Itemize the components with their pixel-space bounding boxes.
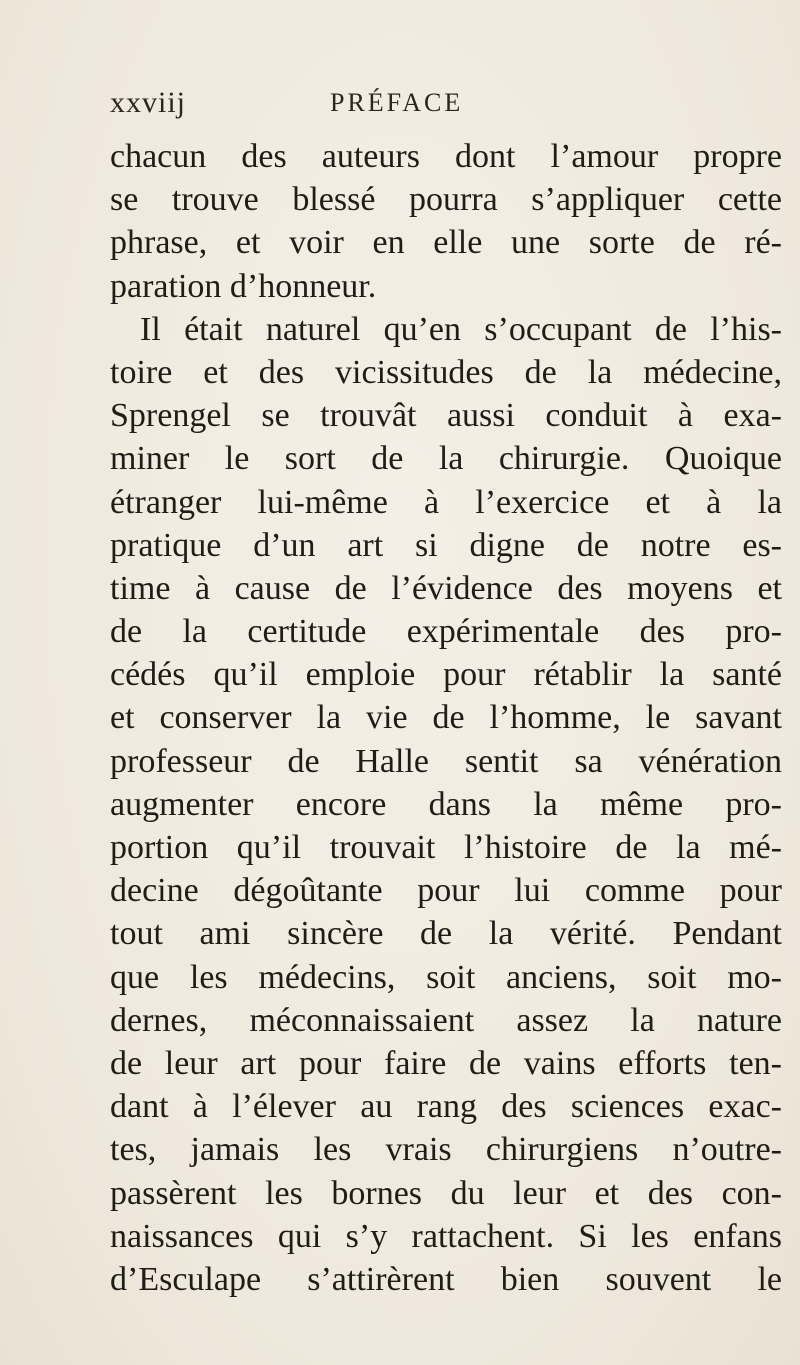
text-line: augmenter encore dans la même pro- [110, 785, 782, 823]
text-line: d’Esculape s’attirèrent bien souvent le [110, 1260, 782, 1298]
text-line: passèrent les bornes du leur et des con- [110, 1174, 782, 1212]
text-line: professeur de Halle sentit sa vénération [110, 742, 782, 780]
text-line: tes, jamais les vrais chirurgiens n’outre- [110, 1131, 782, 1169]
text-line: miner le sort de la chirurgie. Quoique [110, 440, 782, 478]
text-line: étranger lui-même à l’exercice et à la [110, 483, 782, 521]
page-header [110, 86, 710, 126]
text-line: portion qu’il trouvait l’histoire de la mé- [110, 829, 782, 866]
text-line: dant à l’élever au rang des sciences exac- [110, 1088, 782, 1126]
body-text [110, 135, 782, 1301]
text-line: que les médecins, soit anciens, soit mo- [110, 958, 782, 996]
running-head: PRÉFACE [330, 88, 464, 117]
text-line: pratique d’un art si digne de notre es- [110, 526, 782, 564]
text-line: tout ami sincère de la vérité. Pendant [110, 915, 782, 953]
text-line: paration d’honneur. [110, 267, 377, 305]
text-line: toire et des vicissitudes de la médecine, [110, 353, 782, 391]
text-line: de la certitude expérimentale des pro- [110, 613, 782, 651]
text-line: se trouve blessé pourra s’appliquer cette [110, 181, 782, 219]
text-line: Il était naturel qu’en s’occupant de l’his- [140, 310, 782, 348]
text-line: phrase, et voir en elle une sorte de ré- [110, 224, 782, 262]
text-line: de leur art pour faire de vains efforts ten- [110, 1044, 782, 1082]
page-number: xxviij [110, 86, 187, 119]
text-line: decine dégoûtante pour lui comme pour [110, 872, 782, 910]
text-line: Sprengel se trouvât aussi conduit à exa- [110, 397, 782, 435]
text-line: et conserver la vie de l’homme, le savant [110, 699, 782, 737]
text-line: chacun des auteurs dont l’amour propre [110, 138, 782, 175]
text-line: dernes, méconnaissaient assez la nature [110, 1001, 782, 1039]
text-line: cédés qu’il emploie pour rétablir la santé [110, 656, 782, 694]
text-line: naissances qui s’y rattachent. Si les enfans [110, 1217, 782, 1255]
text-line: time à cause de l’évidence des moyens et [110, 569, 782, 607]
